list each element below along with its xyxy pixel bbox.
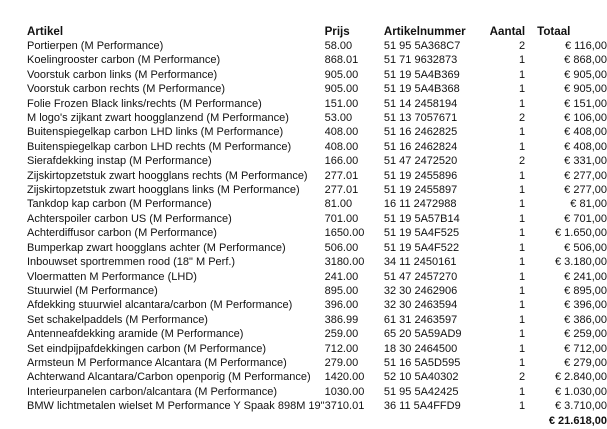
grand-total: € 21.618,00 (548, 414, 607, 427)
cell-artikelnummer: 51 95 5A42425 (383, 385, 459, 398)
cell-aantal: 1 (518, 328, 526, 341)
cell-prijs: 279.00 (324, 356, 359, 369)
header-row (27, 24, 607, 39)
table-row (27, 327, 607, 341)
cell-aantal: 1 (518, 68, 526, 81)
table-row (27, 111, 607, 125)
cell-artikelnummer: 34 11 2450161 (383, 256, 457, 269)
price-table (27, 24, 607, 428)
cell-totaal: € 1.030,00 (555, 385, 607, 398)
header-aantal: Aantal (489, 25, 526, 38)
table-row (27, 82, 607, 96)
cell-artikel: Buitenspiegelkap carbon LHD rechts (M Performance) (27, 140, 292, 153)
cell-aantal: 1 (518, 256, 526, 269)
cell-artikelnummer: 51 19 5A57B14 (383, 212, 460, 225)
cell-artikelnummer: 51 19 5A4B368 (383, 83, 460, 96)
cell-prijs: 151.00 (324, 97, 359, 110)
cell-aantal: 1 (518, 313, 526, 326)
cell-aantal: 2 (518, 371, 526, 384)
cell-prijs: 701.00 (324, 212, 359, 225)
table-row (27, 68, 607, 82)
cell-totaal: € 241,00 (564, 270, 607, 283)
cell-totaal: € 331,00 (564, 155, 607, 168)
table-row (27, 313, 607, 327)
cell-artikel: Vloermatten M Performance (LHD) (27, 270, 197, 283)
cell-totaal: € 712,00 (564, 342, 607, 355)
cell-aantal: 1 (518, 83, 526, 96)
cell-totaal: € 905,00 (564, 68, 607, 81)
cell-prijs: 868.01 (324, 54, 359, 67)
table-row (27, 356, 607, 370)
cell-artikel: Koelingrooster carbon (M Performance) (27, 54, 221, 67)
cell-artikel: Zijskirtopzetstuk zwart hoogglans links (M Performance) (27, 184, 300, 197)
cell-totaal: € 277,00 (564, 169, 607, 182)
table-row (27, 226, 607, 240)
cell-prijs: 1030.00 (324, 385, 365, 398)
cell-aantal: 1 (518, 400, 526, 413)
cell-prijs: 895.00 (324, 284, 359, 297)
cell-artikel: Folie Frozen Black links/rechts (M Performance) (27, 97, 262, 110)
cell-artikelnummer: 51 47 2472520 (383, 155, 458, 168)
cell-totaal: € 396,00 (564, 299, 607, 312)
table-row (27, 169, 607, 183)
cell-artikel: Zijskirtopzetstuk zwart hoogglans rechts (M Performance) (27, 169, 308, 182)
cell-totaal: € 868,00 (564, 54, 607, 67)
cell-artikel: Set eindpijpafdekkingen carbon (M Performance) (27, 342, 267, 355)
table-row (27, 284, 607, 298)
cell-aantal: 1 (518, 140, 526, 153)
table-row (27, 39, 607, 53)
grand-total-row (27, 414, 607, 428)
cell-totaal: € 2.840,00 (555, 371, 607, 384)
cell-aantal: 1 (518, 97, 526, 110)
cell-aantal: 1 (518, 342, 526, 355)
cell-totaal: € 259,00 (564, 328, 607, 341)
cell-aantal: 1 (518, 54, 526, 67)
cell-artikel: BMW lichtmetalen wielset M Performance Y Spaak 898M 19" (27, 400, 325, 413)
table-row (27, 255, 607, 269)
table-row (27, 140, 607, 154)
header-prijs: Prijs (324, 25, 350, 38)
cell-artikel: Armsteun M Performance Alcantara (M Performance) (27, 356, 287, 369)
cell-totaal: € 895,00 (564, 284, 607, 297)
cell-aantal: 1 (518, 184, 526, 197)
cell-aantal: 1 (518, 198, 526, 211)
cell-artikel: Set schakelpaddels (M Performance) (27, 313, 208, 326)
cell-artikel: Voorstuk carbon rechts (M Performance) (27, 83, 226, 96)
table-row (27, 97, 607, 111)
cell-artikel: Antenneafdekking aramide (M Performance) (27, 328, 244, 341)
cell-artikelnummer: 16 11 2472988 (383, 198, 457, 211)
cell-prijs: 3180.00 (324, 256, 365, 269)
table-row (27, 385, 607, 399)
cell-totaal: € 408,00 (564, 126, 607, 139)
cell-artikel: Inbouwset sportremmen rood (18" M Perf.) (27, 256, 236, 269)
cell-totaal: € 905,00 (564, 83, 607, 96)
cell-artikel: Achterwand Alcantara/Carbon openporig (M Performance) (27, 371, 311, 384)
cell-artikel: Achterspoiler carbon US (M Performance) (27, 212, 232, 225)
cell-artikelnummer: 51 16 2462824 (383, 140, 458, 153)
cell-prijs: 58.00 (324, 40, 353, 52)
cell-artikel: M logo's zijkant zwart hoogglanzend (M Performance) (27, 112, 289, 125)
cell-artikelnummer: 32 30 2463594 (383, 299, 458, 312)
cell-prijs: 905.00 (324, 83, 359, 96)
cell-prijs: 1650.00 (324, 227, 365, 240)
cell-artikel: Buitenspiegelkap carbon LHD links (M Performance) (27, 126, 284, 139)
cell-totaal: € 1.650,00 (555, 227, 607, 240)
cell-prijs: 905.00 (324, 68, 359, 81)
cell-aantal: 2 (518, 40, 526, 52)
cell-totaal: € 106,00 (564, 112, 607, 125)
table-row (27, 212, 607, 226)
table-row (27, 270, 607, 284)
cell-totaal: € 408,00 (564, 140, 607, 153)
cell-artikelnummer: 51 47 2457270 (383, 270, 458, 283)
cell-artikelnummer: 18 30 2464500 (383, 342, 458, 355)
cell-aantal: 1 (518, 169, 526, 182)
table-row (27, 298, 607, 312)
cell-prijs: 1420.00 (324, 371, 365, 384)
cell-aantal: 1 (518, 385, 526, 398)
cell-artikelnummer: 51 95 5A368C7 (383, 40, 461, 52)
cell-artikelnummer: 51 19 5A4B369 (383, 68, 460, 81)
cell-totaal: € 386,00 (564, 313, 607, 326)
table-row (27, 241, 607, 255)
header-artikel: Artikel (27, 25, 64, 38)
table-row (27, 370, 607, 384)
cell-artikel: Interieurpanelen carbon/alcantara (M Performance) (27, 385, 278, 398)
cell-artikelnummer: 51 71 9632873 (383, 54, 458, 67)
cell-artikel: Voorstuk carbon links (M Performance) (27, 68, 218, 81)
header-totaal: Totaal (537, 25, 571, 38)
cell-artikel: Bumperkap zwart hoogglans achter (M Performance) (27, 241, 286, 254)
cell-artikelnummer: 36 11 5A4FFD9 (383, 400, 461, 413)
cell-prijs: 396.00 (324, 299, 359, 312)
cell-prijs: 277.01 (324, 184, 359, 197)
cell-artikelnummer: 52 10 5A40302 (383, 371, 459, 384)
cell-aantal: 1 (518, 270, 526, 283)
cell-prijs: 3710.01 (324, 400, 365, 413)
cell-artikel: Sierafdekking instap (M Performance) (27, 155, 212, 168)
cell-totaal: € 3.710,00 (555, 400, 607, 413)
cell-aantal: 1 (518, 284, 526, 297)
table-row (27, 125, 607, 139)
table-row (27, 342, 607, 356)
cell-totaal: € 277,00 (564, 184, 607, 197)
cell-aantal: 1 (518, 126, 526, 139)
cell-artikelnummer: 51 19 5A4F525 (383, 227, 460, 240)
header-artikelnummer: Artikelnummer (383, 25, 466, 38)
cell-prijs: 408.00 (324, 140, 359, 153)
cell-artikelnummer: 51 16 2462825 (383, 126, 458, 139)
cell-totaal: € 506,00 (564, 241, 607, 254)
cell-artikelnummer: 51 19 2455897 (383, 184, 458, 197)
table-row (27, 399, 607, 413)
cell-artikel: Stuurwiel (M Performance) (27, 284, 158, 297)
cell-totaal: € 701,00 (564, 212, 607, 225)
cell-prijs: 712.00 (324, 342, 359, 355)
cell-totaal: € 116,00 (564, 40, 607, 52)
cell-artikel: Achterdiffusor carbon (M Performance) (27, 227, 217, 240)
cell-prijs: 386.99 (324, 313, 359, 326)
cell-artikelnummer: 51 13 7057671 (383, 112, 458, 125)
cell-totaal: € 3.180,00 (555, 256, 607, 269)
table-row (27, 183, 607, 197)
cell-totaal: € 279,00 (564, 356, 607, 369)
cell-prijs: 506.00 (324, 241, 359, 254)
table-row (27, 197, 607, 211)
table-row (27, 154, 607, 168)
cell-artikelnummer: 51 19 5A4F522 (383, 241, 460, 254)
cell-prijs: 53.00 (324, 112, 353, 125)
cell-prijs: 408.00 (324, 126, 359, 139)
cell-aantal: 1 (518, 356, 526, 369)
cell-artikelnummer: 51 16 5A5D595 (383, 356, 461, 369)
cell-artikelnummer: 51 19 2455896 (383, 169, 458, 182)
cell-aantal: 1 (518, 227, 526, 240)
cell-aantal: 1 (518, 212, 526, 225)
cell-artikel: Afdekking stuurwiel alcantara/carbon (M Performance) (27, 299, 293, 312)
cell-artikel: Portierpen (M Performance) (27, 40, 164, 52)
cell-aantal: 2 (518, 112, 526, 125)
cell-artikel: Tankdop kap carbon (M Performance) (27, 198, 212, 211)
table-body (27, 39, 607, 414)
cell-prijs: 241.00 (324, 270, 359, 283)
table-row (27, 53, 607, 67)
cell-totaal: € 151,00 (564, 97, 607, 110)
cell-artikelnummer: 65 20 5A59AD9 (383, 328, 462, 341)
cell-aantal: 1 (518, 299, 526, 312)
cell-prijs: 166.00 (324, 155, 359, 168)
cell-aantal: 1 (518, 241, 526, 254)
cell-prijs: 259.00 (324, 328, 359, 341)
cell-artikelnummer: 61 31 2463597 (383, 313, 458, 326)
cell-prijs: 81.00 (324, 198, 353, 211)
cell-prijs: 277.01 (324, 169, 359, 182)
cell-aantal: 2 (518, 155, 526, 168)
cell-artikelnummer: 32 30 2462906 (383, 284, 458, 297)
cell-artikelnummer: 51 14 2458194 (383, 97, 458, 110)
cell-totaal: € 81,00 (570, 198, 607, 211)
